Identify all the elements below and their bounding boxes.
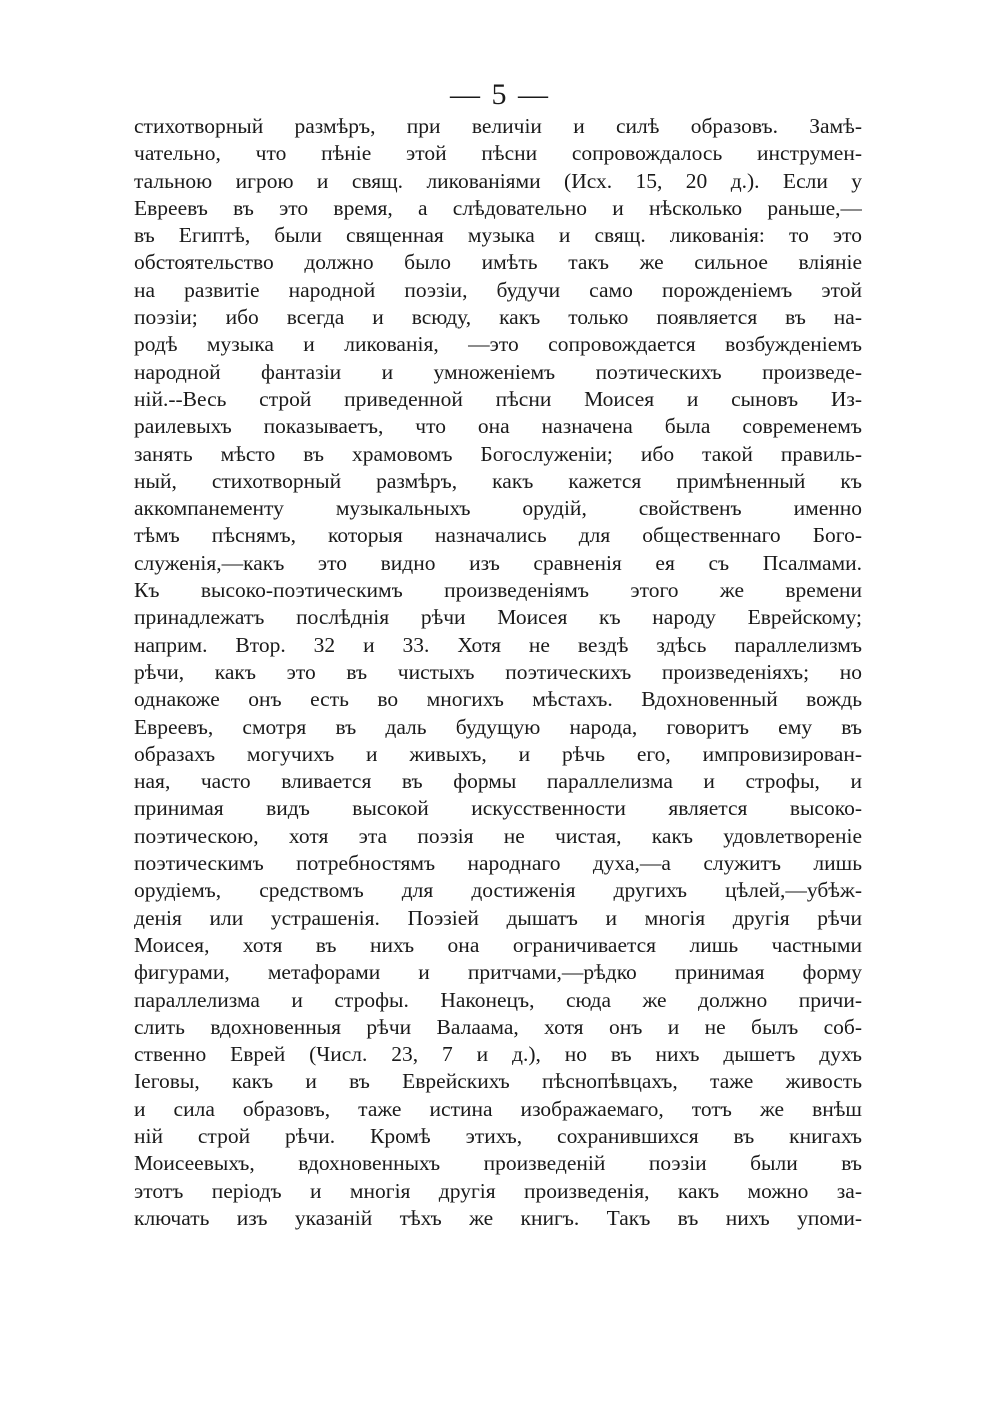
text-line: однакоже онъ есть во многихъ мѣстахъ. Вдохновенный вождь bbox=[134, 687, 862, 712]
text-line: служенія,—какъ это видно изъ сравненія ея съ Псалмами. bbox=[134, 550, 862, 575]
page-number: — 5 — bbox=[450, 78, 550, 111]
text-line: параллелизма и строфы. Наконецъ, сюда же должно причи- bbox=[134, 987, 862, 1012]
text-line: принимая видъ высокой искусственности является высоко- bbox=[134, 796, 862, 821]
text-line: родѣ музыка и ликованія, —это сопровождается возбужденіемъ bbox=[134, 332, 862, 357]
body-text bbox=[134, 113, 862, 1232]
text-line: принадлежатъ послѣднія рѣчи Моисея къ народу Еврейскому; bbox=[134, 605, 862, 630]
text-line: Къ высоко-поэтическимъ произведеніямъ этого же времени bbox=[134, 578, 862, 603]
text-line: обстоятельство должно было имѣть такъ же сильное вліяніе bbox=[134, 250, 862, 275]
text-line: ный, стихотворный размѣръ, какъ кажется примѣненный къ bbox=[134, 468, 862, 493]
text-line: стихотворный размѣръ, при величіи и силѣ образовъ. Замѣ- bbox=[134, 114, 862, 138]
text-line: ключать изъ указаній тѣхъ же книгъ. Такъ въ нихъ упоми- bbox=[134, 1205, 862, 1230]
text-line: аккомпанементу музыкальныхъ орудій, свойственъ именно bbox=[134, 496, 862, 521]
text-line: ственно Еврей (Числ. 23, 7 и д.), но въ нихъ дышетъ духъ bbox=[134, 1042, 862, 1067]
text-line: рѣчи, какъ это въ чистыхъ поэтическихъ произведеніяхъ; но bbox=[134, 659, 862, 684]
text-line: денія или устрашенія. Поэзіей дышатъ и многія другія рѣчи bbox=[134, 905, 862, 930]
text-line: на развитіе народной поэзіи, будучи само порожденіемъ этой bbox=[134, 277, 862, 302]
text-line: Моисеевыхъ, вдохновенныхъ произведеній поэзіи были въ bbox=[134, 1151, 862, 1176]
text-line: поэтическою, хотя эта поэзія не чистая, какъ удовлетвореніе bbox=[134, 823, 862, 848]
text-line: Евреевъ въ это время, а слѣдовательно и нѣсколько раньше,— bbox=[134, 195, 862, 220]
text-line: этотъ періодъ и многія другія произведенія, какъ можно за- bbox=[134, 1178, 862, 1203]
text-line: наприм. Втор. 32 и 33. Хотя не вездѣ здѣсь параллелизмъ bbox=[134, 632, 862, 657]
text-line: раилевыхъ показываетъ, что она назначена была современемъ bbox=[134, 414, 862, 439]
text-line: поэтическимъ потребностямъ народнаго духа,—а служитъ лишь bbox=[134, 851, 862, 876]
text-line: чательно, что пѣніе этой пѣсни сопровождалось инструмен- bbox=[134, 141, 862, 166]
text-line: Моисея, хотя въ нихъ она ограничивается лишь частными bbox=[134, 932, 862, 957]
text-line: тѣмъ пѣснямъ, которыя назначались для общественнаго Бого- bbox=[134, 523, 862, 548]
text-line: слить вдохновенныя рѣчи Валаама, хотя онъ и не былъ соб- bbox=[134, 1014, 862, 1039]
text-line: Евреевъ, смотря въ даль будущую народа, говоритъ ему въ bbox=[134, 714, 862, 739]
text-line: ній строй рѣчи. Кромѣ этихъ, сохранившихся въ книгахъ bbox=[134, 1123, 862, 1148]
text-line: поэзіи; ибо всегда и всюду, какъ только появляется въ на- bbox=[134, 305, 862, 330]
text-line: образахъ могучихъ и живыхъ, и рѣчь его, импровизирован- bbox=[134, 741, 862, 766]
text-line: и сила образовъ, таже истина изображаемаго, тотъ же внѣш bbox=[134, 1096, 862, 1121]
text-line: Іеговы, какъ и въ Еврейскихъ пѣснопѣвцахъ, таже живость bbox=[134, 1069, 862, 1094]
text-line: народной фантазіи и умноженіемъ поэтическихъ произведе- bbox=[134, 359, 862, 384]
text-line: въ Египтѣ, были священная музыка и свящ. ликованія: то это bbox=[134, 223, 862, 248]
text-line: ній.--Весь строй приведенной пѣсни Моисея и сыновъ Из- bbox=[134, 386, 862, 411]
text-line: фигурами, метафорами и притчами,—рѣдко принимая форму bbox=[134, 960, 862, 985]
text-line: занять мѣсто въ храмовомъ Богослуженіи; ибо такой правиль- bbox=[134, 441, 862, 466]
text-line: тальною игрою и свящ. ликованіями (Исх. 15, 20 д.). Если у bbox=[134, 168, 862, 193]
text-line: ная, часто вливается въ формы параллелизма и строфы, и bbox=[134, 769, 862, 794]
text-line: орудіемъ, средствомъ для достиженія другихъ цѣлей,—убѣж- bbox=[134, 878, 862, 903]
